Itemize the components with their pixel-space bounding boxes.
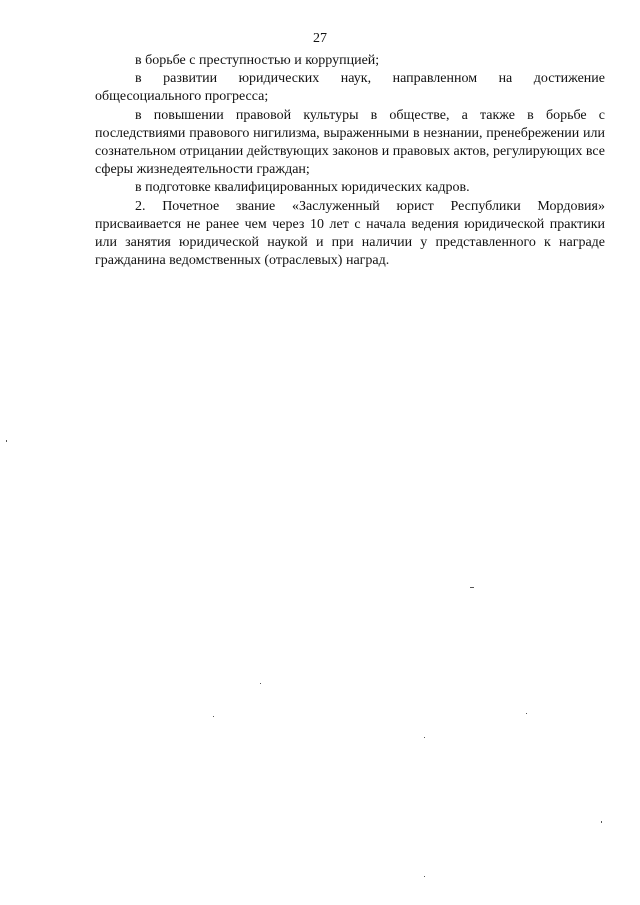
paragraph-legal-training: в подготовке квалифицированных юридических кадров.	[135, 180, 470, 196]
scan-speck	[213, 716, 214, 717]
scan-speck	[6, 440, 7, 442]
paragraph-honorary-title: 2. Почетное звание «Заслуженный юрист Республики Мордовия» присваивается не ранее чем через 10 лет с начала ведения юридической практики или занятия юридической наукой и при наличии у представленного к награде гражданина ведомственных (отраслевых) наград.	[95, 198, 605, 269]
page-number: 27	[313, 31, 327, 46]
scan-speck	[260, 683, 261, 684]
paragraph-legal-science: в развитии юридических наук, направленном на достижение общесоциального прогресса;	[95, 71, 605, 105]
scan-speck	[470, 587, 474, 588]
scan-speck	[526, 713, 527, 714]
paragraph-legal-culture: в повышении правовой культуры в обществе, а также в борьбе с последствиями правового нигилизма, выраженными в незнании, пренебрежении или сознательном отрицании действующих законов и правовых актов, регулирующих все сферы жизнедеятельности граждан;	[95, 107, 605, 178]
scan-speck	[601, 821, 602, 823]
document-body	[95, 52, 605, 270]
scan-speck	[424, 737, 425, 738]
scan-speck	[424, 876, 425, 877]
paragraph-fight-crime: в борьбе с преступностью и коррупцией;	[135, 53, 380, 68]
